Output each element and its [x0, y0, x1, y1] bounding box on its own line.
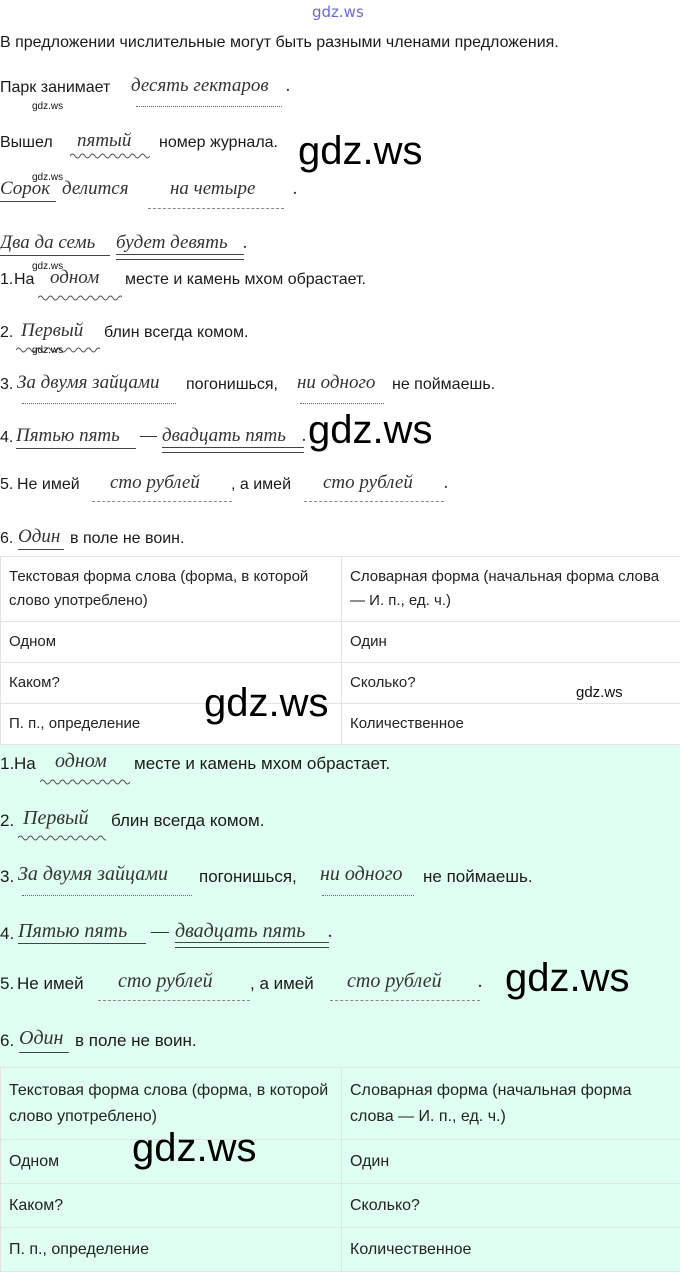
predicate-double-underline [162, 447, 304, 453]
table-cell: Одном [1, 622, 342, 663]
proverb-2-numeral: Первый [23, 807, 89, 830]
proverb-1-rest: месте и камень мхом обрастает. [125, 271, 366, 289]
proverb-3-mid: погонишься, [199, 867, 297, 887]
proverb-1-number: 1. [0, 754, 14, 774]
object-underline [322, 895, 414, 896]
proverb-4-dash: — [140, 425, 157, 447]
subject-underline [0, 201, 56, 202]
table-header-cell: Текстовая форма слова (форма, в которой слово употреблено) [1, 557, 342, 622]
proverb-5-mid: , а имей [231, 476, 291, 494]
proverb-5-numeral-2: сто рублей [323, 472, 413, 494]
table-row [1, 1184, 680, 1228]
table-cell: Одном [1, 1140, 342, 1184]
proverb-4-dash: — [151, 920, 169, 943]
watermark-big[interactable]: gdz.ws [298, 129, 423, 174]
proverb-2-number: 2. [0, 324, 13, 342]
proverb-3-numeral-2: ни одного [320, 863, 403, 886]
proverb-1-pre: На [14, 754, 36, 774]
proverb-5-number: 5. [0, 974, 14, 994]
intro-text: В предложении числительные могут быть разными членами предложения. [0, 34, 559, 52]
table-header-row [1, 1068, 680, 1140]
example-sorok-object: на четыре [170, 178, 255, 200]
object-dashed-underline [92, 501, 232, 502]
example-vyshel-numeral: пятый [77, 130, 131, 152]
proverb-6-numeral: Один [18, 526, 60, 548]
proverb-1-rest: месте и камень мхом обрастает. [134, 754, 390, 774]
table-cell: Каком? [1, 1184, 342, 1228]
proverb-5-pre: Не имей [17, 974, 84, 994]
object-dashed-underline [330, 1000, 480, 1001]
attribute-wavy-underline [40, 778, 130, 786]
table-row [1, 704, 680, 745]
subject-underline [18, 549, 64, 550]
table-cell: Каком? [1, 663, 342, 704]
object-underline [22, 895, 192, 896]
object-underline [300, 403, 384, 404]
watermark-medium[interactable]: gdz.ws [576, 684, 623, 701]
proverb-5-numeral-2: сто рублей [347, 970, 442, 993]
watermark-big[interactable]: gdz.ws [308, 408, 433, 453]
watermark-small[interactable]: gdz.ws [32, 172, 63, 183]
table-cell: Сколько? [342, 1184, 680, 1228]
object-dashed-underline [304, 501, 444, 502]
proverb-5-pre: Не имей [17, 476, 80, 494]
example-park-numeral: десять гектаров [131, 75, 269, 97]
table-cell: Один [342, 622, 680, 663]
proverb-1-numeral: одном [55, 750, 107, 773]
example-dva-end: . [243, 232, 248, 254]
object-dashed-underline [148, 208, 284, 209]
watermark-big[interactable]: gdz.ws [505, 956, 630, 1001]
word-form-table [0, 556, 680, 745]
proverb-1-pre: На [14, 271, 34, 289]
table-cell: Сколько? [342, 663, 680, 704]
proverb-2-rest: блин всегда комом. [111, 811, 264, 831]
proverb-3-number: 3. [0, 376, 13, 394]
word-form-table [0, 1067, 680, 1272]
table-header-cell: Текстовая форма слова (форма, в которой слово употреблено) [1, 1068, 342, 1140]
proverb-2-rest: блин всегда комом. [104, 324, 248, 342]
proverb-4-numeral-2: двадцать пять [175, 920, 305, 943]
watermark-small[interactable]: gdz.ws [32, 261, 63, 272]
watermark-small[interactable]: gdz.ws [32, 345, 63, 356]
object-dashed-underline [98, 1000, 250, 1001]
proverb-6-numeral: Один [19, 1027, 63, 1050]
example-dva-subject: Два да семь [0, 232, 95, 254]
proverb-3-rest: не поймаешь. [423, 867, 533, 887]
table-row [1, 622, 680, 663]
table-row [1, 1140, 680, 1184]
proverb-6-rest: в поле не воин. [75, 1031, 197, 1051]
proverb-5-number: 5. [0, 476, 13, 494]
proverb-3-numeral: За двумя зайцами [17, 372, 159, 394]
attribute-wavy-underline [70, 152, 150, 160]
proverb-1-number: 1. [0, 271, 13, 289]
subject-underline [0, 255, 110, 256]
example-vyshel-end: номер журнала. [159, 134, 278, 152]
table-cell: П. п., определение [1, 1228, 342, 1272]
table-cell: Количественное [342, 704, 680, 745]
table-cell: П. п., определение [1, 704, 342, 745]
table-header-cell: Словарная форма (начальная форма слова — И. п., ед. ч.) [342, 557, 680, 622]
watermark-big[interactable]: gdz.ws [204, 681, 329, 726]
proverb-4-number: 4. [0, 924, 14, 944]
watermark-small[interactable]: gdz.ws [32, 101, 63, 112]
table-cell: Один [342, 1140, 680, 1184]
table-header-cell: Словарная форма (начальная форма слова — И. п., ед. ч.) [342, 1068, 680, 1140]
proverb-3-numeral: За двумя зайцами [18, 863, 168, 886]
proverb-3-rest: не поймаешь. [392, 376, 495, 394]
proverb-3-mid: погонишься, [186, 376, 278, 394]
example-sorok-subject: Сорок [0, 178, 50, 200]
example-dva-predicate: будет девять [116, 232, 228, 254]
proverb-5-mid: , а имей [250, 974, 314, 994]
proverb-1-numeral: одном [50, 267, 99, 289]
object-underline [22, 403, 176, 404]
table-header-row [1, 557, 680, 622]
watermark-top[interactable]: gdz.ws [312, 3, 364, 21]
proverb-6-rest: в поле не воин. [70, 530, 184, 548]
proverb-4-numeral: Пятью пять [16, 425, 120, 447]
proverb-6-number: 6. [0, 1031, 14, 1051]
subject-underline [16, 448, 136, 449]
proverb-4-end: . [302, 425, 307, 447]
example-sorok-predicate: делится [62, 178, 129, 200]
proverb-2-number: 2. [0, 811, 14, 831]
object-underline [136, 106, 282, 107]
predicate-double-underline [116, 254, 244, 260]
proverb-4-end: . [328, 920, 333, 943]
table-row [1, 1228, 680, 1272]
predicate-double-underline [175, 942, 329, 948]
proverb-5-end: . [444, 472, 449, 494]
proverb-5-numeral: сто рублей [110, 472, 200, 494]
attribute-wavy-underline [18, 834, 106, 842]
proverb-2-numeral: Первый [21, 320, 83, 342]
attribute-wavy-underline [38, 294, 122, 302]
proverb-5-numeral: сто рублей [118, 970, 213, 993]
watermark-big[interactable]: gdz.ws [132, 1126, 257, 1171]
proverb-5-end: . [478, 970, 483, 993]
proverb-3-numeral-2: ни одного [297, 372, 375, 394]
proverb-4-numeral: Пятью пять [18, 920, 127, 943]
example-vyshel-lead: Вышел [0, 134, 53, 152]
proverb-6-number: 6. [0, 530, 13, 548]
example-sorok-end: . [293, 178, 298, 200]
proverb-3-number: 3. [0, 867, 14, 887]
subject-underline [19, 1052, 69, 1053]
example-park-lead: Парк занимает [0, 79, 110, 97]
example-park-end: . [286, 75, 291, 97]
table-cell: Количественное [342, 1228, 680, 1272]
proverb-4-number: 4. [0, 429, 13, 447]
subject-underline [18, 943, 146, 944]
proverb-4-numeral-2: двадцать пять [162, 425, 286, 447]
